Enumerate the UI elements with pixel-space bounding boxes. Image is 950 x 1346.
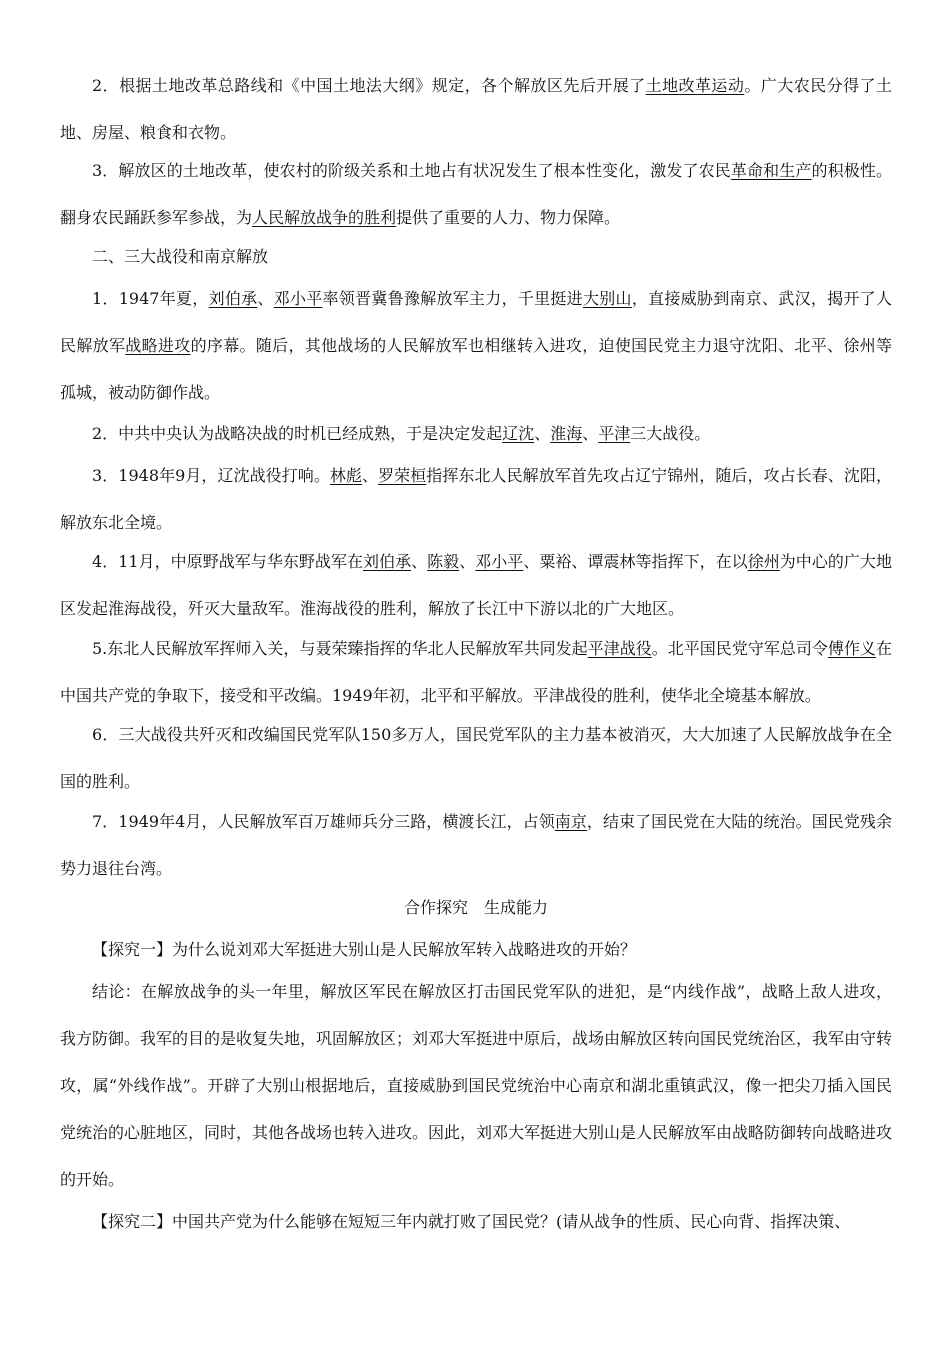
- text: 4．11月，中原野战军与华东野战军在: [92, 552, 364, 571]
- section-heading-three-campaigns: 二、三大战役和南京解放: [92, 247, 269, 266]
- text: ，直接威胁到南京、武汉，揭开了人民解放军: [60, 289, 892, 355]
- text: 7．1949年4月，人民解放军百万雄师兵分三路，横渡长江，占领: [92, 812, 555, 831]
- text: 2．根据土地改革总路线和《中国土地法大纲》规定，各个解放区先后开展了: [92, 76, 646, 95]
- text: 3．1948年9月，辽沈战役打响。: [92, 466, 330, 485]
- text: 3．解放区的土地改革，使农村的阶级关系和土地占有状况发生了根本性变化，激发了农民: [92, 161, 731, 180]
- text: 中国共产党为什么能够在短短三年内就打败了国民党？(请从战争的性质、民心向背、指挥决策、: [172, 1212, 851, 1231]
- text: 的积极性。翻身农民踊跃参军参战，为: [60, 161, 892, 227]
- underlined-term: 战略进攻: [125, 336, 191, 355]
- paragraph-campaign-3: [60, 452, 892, 546]
- underlined-term: 刘伯承: [363, 552, 412, 571]
- inquiry-two-question: [60, 1198, 892, 1245]
- paragraph-campaign-6: [60, 711, 892, 805]
- text: 提供了重要的人力、物力保障。: [396, 208, 621, 227]
- paragraph-campaign-2: [60, 410, 892, 457]
- underlined-term: 邓小平: [475, 552, 524, 571]
- text: 。北平国民党守军总司令: [651, 639, 828, 658]
- underlined-term: 陈毅: [427, 552, 460, 571]
- underlined-term: 刘伯承: [208, 289, 258, 308]
- text: 、: [362, 466, 379, 485]
- text: 在中国共产党的争取下，接受和平改编。1949年初，北平和平解放。平津战役的胜利，使华北全境基本解放。: [60, 639, 892, 705]
- underlined-term: 罗荣桓: [378, 466, 427, 485]
- text: 的序幕。随后，其他战场的人民解放军也相继转入进攻，迫使国民党主力退守沈阳、北平、徐州等孤城，被动防御作战。: [60, 336, 892, 402]
- paragraph-land-reform-3: [60, 147, 892, 241]
- text: 为中心的广大地区发起淮海战役，歼灭大量敌军。淮海战役的胜利，解放了长江中下游以北的广大地区。: [60, 552, 892, 618]
- paragraph-campaign-1: [60, 275, 892, 416]
- text: 、: [257, 289, 274, 308]
- text: 、: [411, 552, 428, 571]
- underlined-term: 徐州: [747, 552, 780, 571]
- text: 三大战役。: [630, 424, 711, 443]
- text: 2．中共中央认为战略决战的时机已经成熟，于是决定发起: [92, 424, 503, 443]
- inquiry-one-conclusion: 结论：在解放战争的头一年里，解放区军民在解放区打击国民党军队的进犯，是“内线作战”，战略上敌人进攻，我方防御。我军的目的是收复失地，巩固解放区；刘邓大军挺进中原后，战场由解放区转向国民党统治区，我军由守转攻，属“外线作战”。开辟了大别山根据地后，直接威胁到国民党统治中心南京和湖北重镇武汉，像一把尖刀插入国民党统治的心脏地区，同时，其他各战场也转入进攻。因此，刘邓大军挺进大别山是人民解放军由战略防御转向战略进攻的开始。: [60, 982, 893, 1189]
- paragraph-campaign-5: [60, 625, 892, 719]
- underlined-term: 土地改革运动: [645, 76, 745, 95]
- underlined-term: 淮海: [550, 424, 583, 443]
- inquiry-tag: 【探究二】: [92, 1212, 173, 1231]
- underlined-term: 林彪: [329, 466, 363, 485]
- paragraph-campaign-4: [60, 538, 892, 632]
- text: 为什么说刘邓大军挺进大别山是人民解放军转入战略进攻的开始？: [172, 940, 637, 959]
- underlined-term: 平津战役: [587, 639, 652, 658]
- text: 、: [534, 424, 551, 443]
- underlined-term: 傅作义: [827, 639, 876, 658]
- paragraph-land-reform-2: [60, 62, 892, 156]
- section-heading-cooperative-inquiry: 合作探究 生成能力: [403, 898, 548, 917]
- text: 6．三大战役共歼灭和改编国民党军队150多万人，国民党军队的主力基本被消灭，大大加速了人民解放战争在全国的胜利。: [60, 725, 892, 791]
- inquiry-tag: 【探究一】: [92, 940, 173, 959]
- underlined-term: 平津: [598, 424, 631, 443]
- text: 、粟裕、谭震林等指挥下，在以: [523, 552, 748, 571]
- text: 、: [459, 552, 476, 571]
- text: 。广大农民分得了土地、房屋、粮食和衣物。: [60, 76, 892, 142]
- paragraph-campaign-7: [60, 798, 892, 892]
- underlined-term: 人民解放战争的胜利: [252, 208, 397, 227]
- inquiry-one-question: [60, 926, 892, 973]
- underlined-term: 大别山: [582, 289, 632, 308]
- text: 指挥东北人民解放军首先攻占辽宁锦州，随后，攻占长春、沈阳，解放东北全境。: [60, 466, 892, 532]
- underlined-term: 邓小平: [273, 289, 323, 308]
- underlined-term: 辽沈: [502, 424, 535, 443]
- text: 5.东北人民解放军挥师入关，与聂荣臻指挥的华北人民解放军共同发起: [92, 639, 588, 658]
- text: 1．1947年夏，: [92, 289, 209, 308]
- text: 、: [582, 424, 599, 443]
- underlined-term: 南京: [554, 812, 587, 831]
- text: ，结束了国民党在大陆的统治。国民党残余势力退往台湾。: [60, 812, 892, 878]
- underlined-term: 革命和生产: [730, 161, 812, 180]
- text: 率领晋冀鲁豫解放军主力，千里挺进: [322, 289, 583, 308]
